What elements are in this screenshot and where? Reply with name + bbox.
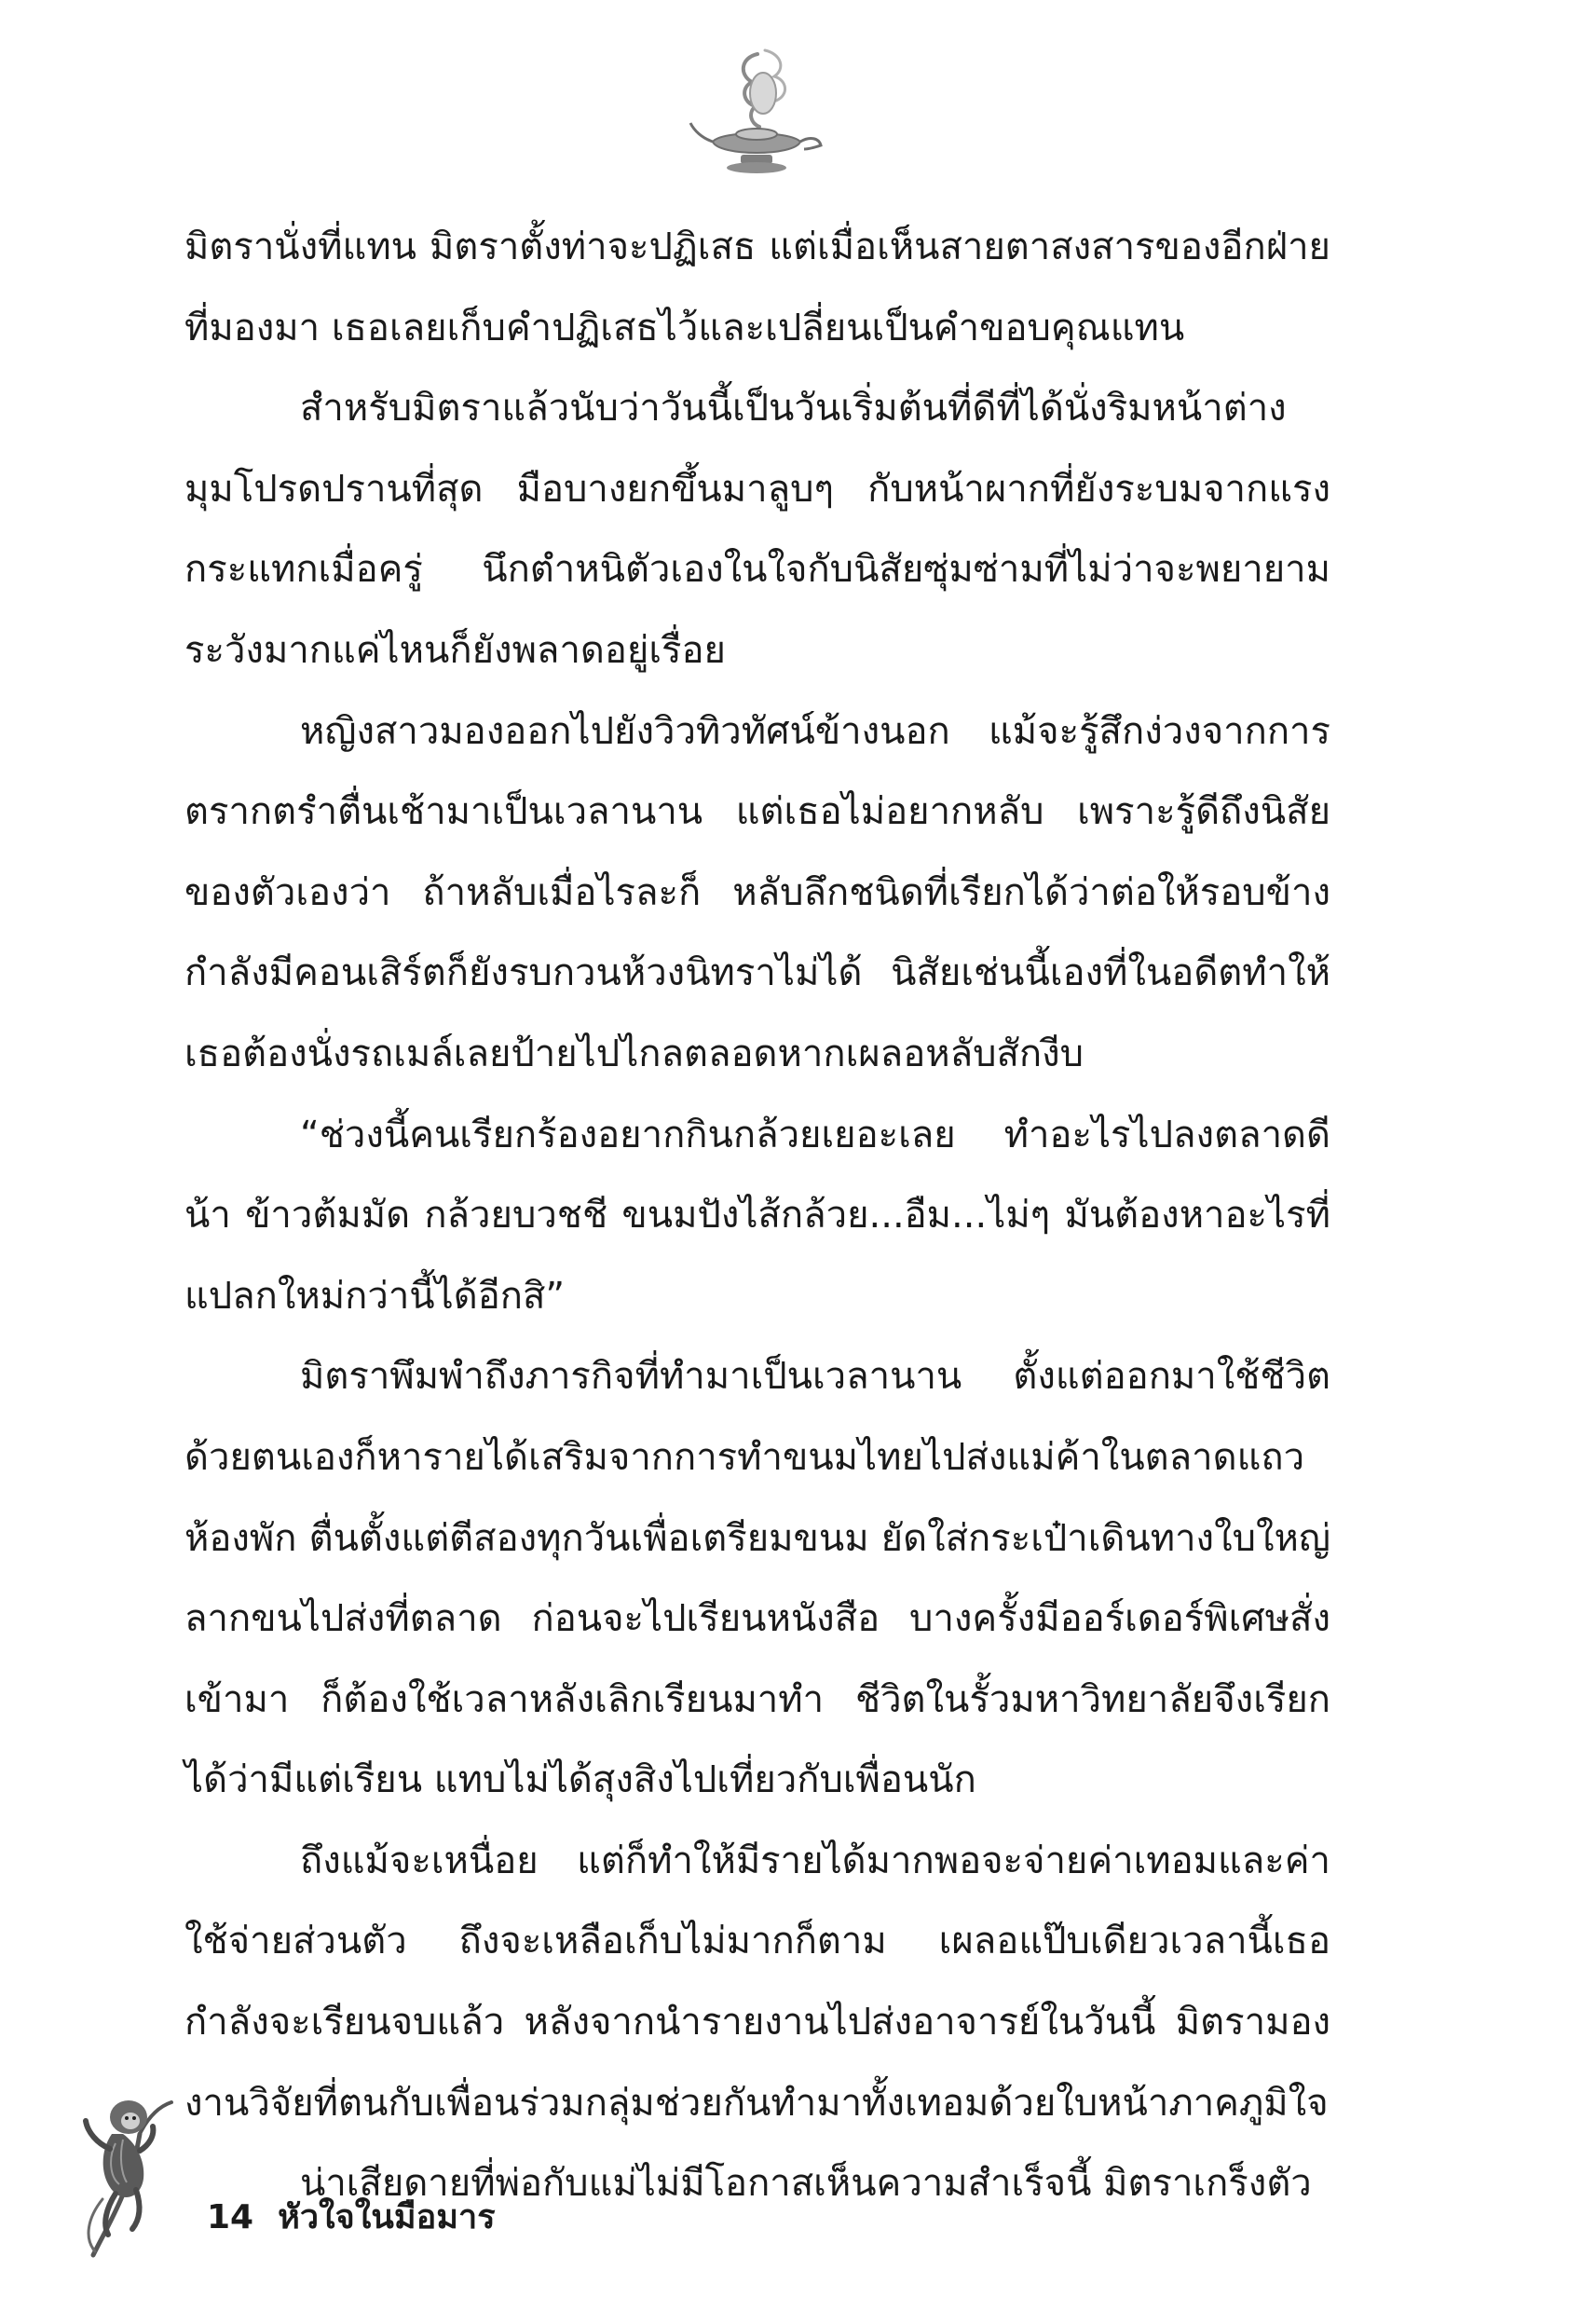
book-title: หัวใจในมือมาร	[278, 2198, 496, 2236]
paragraph-4: “ช่วงนี้คนเรียกร้องอยากกินกล้วยเยอะเลย ทำอะไรไปลงตลาดดีน้า ข้าวต้มมัด กล้วยบวชชี ขนมปังไส้กล้วย...อืม...ไม่ๆ มันต้องหาอะไรที่แปลกใหม่กว่านี้ได้อีกสิ”	[184, 1113, 1330, 1318]
paragraph-1: มิตรานั่งที่แทน มิตราตั้งท่าจะปฏิเสธ แต่เมื่อเห็นสายตาสงสารของอีกฝ่ายที่มองมา เธอเลยเก็บคำปฏิเสธไว้และเปลี่ยนเป็นคำขอบคุณแทน	[184, 226, 1330, 349]
paragraph-5: มิตราพึมพำถึงภารกิจที่ทำมาเป็นเวลานาน ตั้งแต่ออกมาใช้ชีวิตด้วยตนเองก็หารายได้เสริมจากการทำขนมไทยไปส่งแม่ค้าในตลาดแถวห้องพัก ตื่นตั้งแต่ตีสองทุกวันเพื่อเตรียมขนม ยัดใส่กระเป๋าเดินทางใบใหญ่ลากขนไปส่งที่ตลาด ก่อนจะไปเรียนหนังสือ บางครั้งมีออร์เดอร์พิเศษสั่งเข้ามา ก็ต้องใช้เวลาหลังเลิกเรียนมาทำ ชีวิตในรั้วมหาวิทยาลัยจึงเรียกได้ว่ามีแต่เรียน แทบไม่ได้สุงสิงไปเที่ยวกับเพื่อนนัก	[184, 1355, 1330, 1802]
paragraph-6: ถึงแม้จะเหนื่อย แต่ก็ทำให้มีรายได้มากพอจะจ่ายค่าเทอมและค่าใช้จ่ายส่วนตัว ถึงจะเหลือเก็บไม่มากก็ตาม เผลอแป๊บเดียวเวลานี้เธอกำลังจะเรียนจบแล้ว หลังจากนำรายงานไปส่งอาจารย์ในวันนี้ มิตรามองงานวิจัยที่ตนกับเพื่อนร่วมกลุ่มช่วยกันทำมาทั้งเทอมด้วยใบหน้าภาคภูมิใจ	[184, 1839, 1330, 2125]
paragraph-7: น่าเสียดายที่พ่อกับแม่ไม่มีโอกาสเห็นความสำเร็จนี้ มิตราเกร็งตัว	[300, 2162, 1312, 2206]
page-footer	[207, 2190, 496, 2243]
monkey-on-branch-icon	[75, 2078, 177, 2264]
body-text	[184, 207, 1330, 2224]
paragraph-3: หญิงสาวมองออกไปยังวิวทิวทัศน์ข้างนอก แม้จะรู้สึกง่วงจากการตรากตรำตื่นเช้ามาเป็นเวลานาน แต่เธอไม่อยากหลับ เพราะรู้ดีถึงนิสัยของตัวเองว่า ถ้าหลับเมื่อไรละก็ หลับลึกชนิดที่เรียกได้ว่าต่อให้รอบข้างกำลังมีคอนเสิร์ตก็ยังรบกวนห้วงนิทราไม่ได้ นิสัยเช่นนี้เองที่ในอดีตทำให้เธอต้องนั่งรถเมล์เลยป้ายไปไกลตลอดหากเผลอหลับสักงีบ	[184, 709, 1330, 1075]
lamp-with-genie-smoke-icon	[685, 45, 825, 185]
page-number: 14	[207, 2198, 254, 2236]
paragraph-2: สำหรับมิตราแล้วนับว่าวันนี้เป็นวันเริ่มต้นที่ดีที่ได้นั่งริมหน้าต่างมุมโปรดปรานที่สุด มือบางยกขึ้นมาลูบๆ กับหน้าผากที่ยังระบมจากแรงกระแทกเมื่อครู่ นึกตำหนิตัวเองในใจกับนิสัยซุ่มซ่ามที่ไม่ว่าจะพยายามระวังมากแค่ไหนก็ยังพลาดอยู่เรื่อย	[184, 387, 1330, 672]
